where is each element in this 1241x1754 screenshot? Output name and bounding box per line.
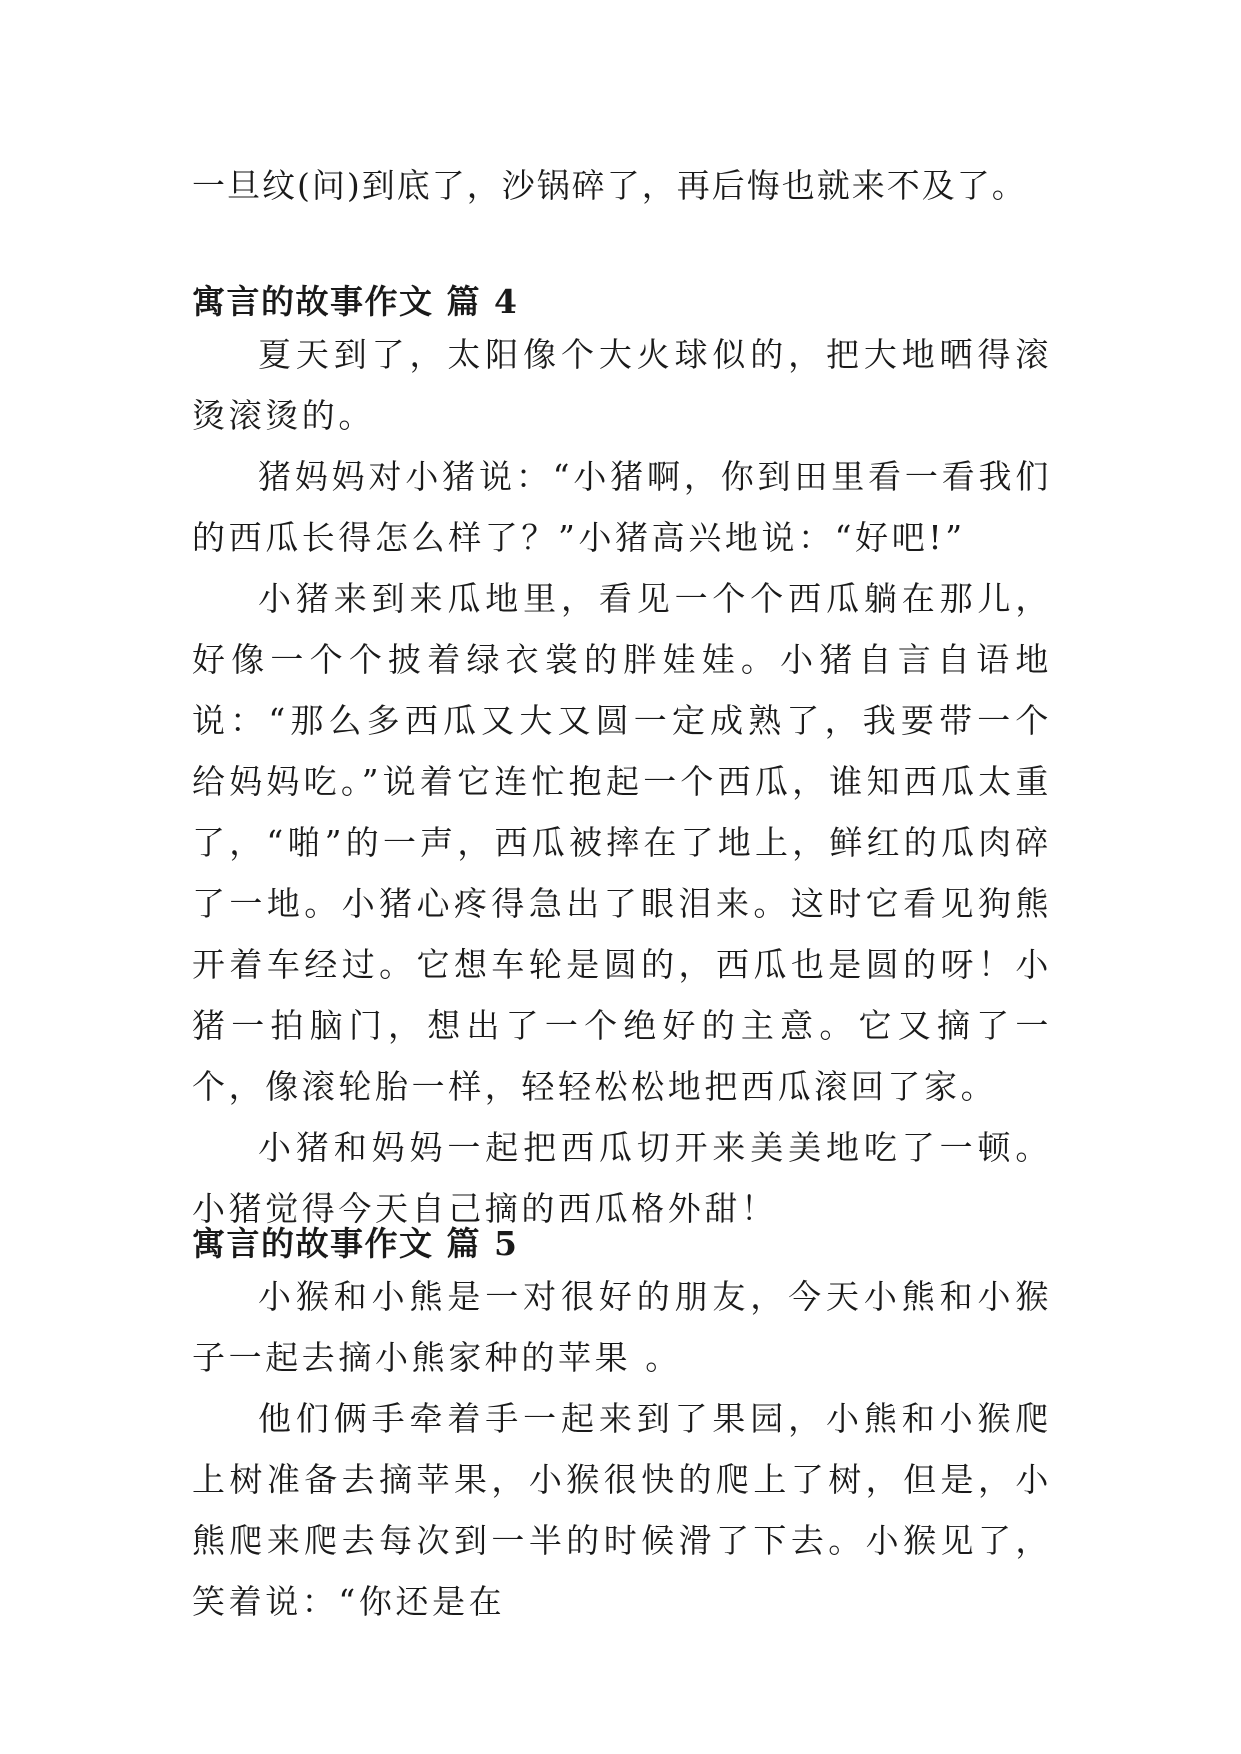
section-heading: 寓言的故事作文 篇 5 bbox=[192, 1224, 519, 1263]
section-heading: 寓言的故事作文 篇 4 bbox=[192, 282, 519, 321]
paragraph: 小猪和妈妈一起把西瓜切开来美美地吃了一顿。小猪觉得今天自己摘的西瓜格外甜！ bbox=[192, 1128, 1052, 1228]
continuation-block bbox=[192, 160, 1052, 212]
section-5 bbox=[192, 1218, 1052, 1632]
paragraph: 小猪来到来瓜地里，看见一个个西瓜躺在那儿，好像一个个披着绿衣裳的胖娃娃。小猪自言自语地说：“那么多西瓜又大又圆一定成熟了，我要带一个给妈妈吃。”说着它连忙抱起一个西瓜，谁知西瓜太重了，“啪”的一声，西瓜被摔在了地上，鲜红的瓜肉碎了一地。小猪心疼得急出了眼泪来。这时它看见狗熊开着车经过。它想车轮是圆的，西瓜也是圆的呀！小猪一拍脑门，想出了一个绝好的主意。它又摘了一个，像滚轮胎一样，轻轻松松地把西瓜滚回了家。 bbox=[192, 579, 1052, 1106]
paragraph: 小猴和小熊是一对很好的朋友，今天小熊和小猴子一起去摘小熊家种的苹果 。 bbox=[192, 1277, 1052, 1377]
paragraph: 夏天到了，太阳像个大火球似的，把大地晒得滚烫滚烫的。 bbox=[192, 335, 1052, 435]
continuation-line: 一旦纹(问)到底了，沙锅碎了，再后悔也就来不及了。 bbox=[192, 166, 1027, 205]
paragraph: 猪妈妈对小猪说：“小猪啊，你到田里看一看我们的西瓜长得怎么样了？”小猪高兴地说：“好吧!” bbox=[192, 457, 1052, 557]
section-4 bbox=[192, 276, 1052, 1239]
paragraph: 他们俩手牵着手一起来到了果园，小熊和小猴爬上树准备去摘苹果，小猴很快的爬上了树，但是，小熊爬来爬去每次到一半的时候滑了下去。小猴见了，笑着说：“你还是在 bbox=[192, 1399, 1052, 1621]
